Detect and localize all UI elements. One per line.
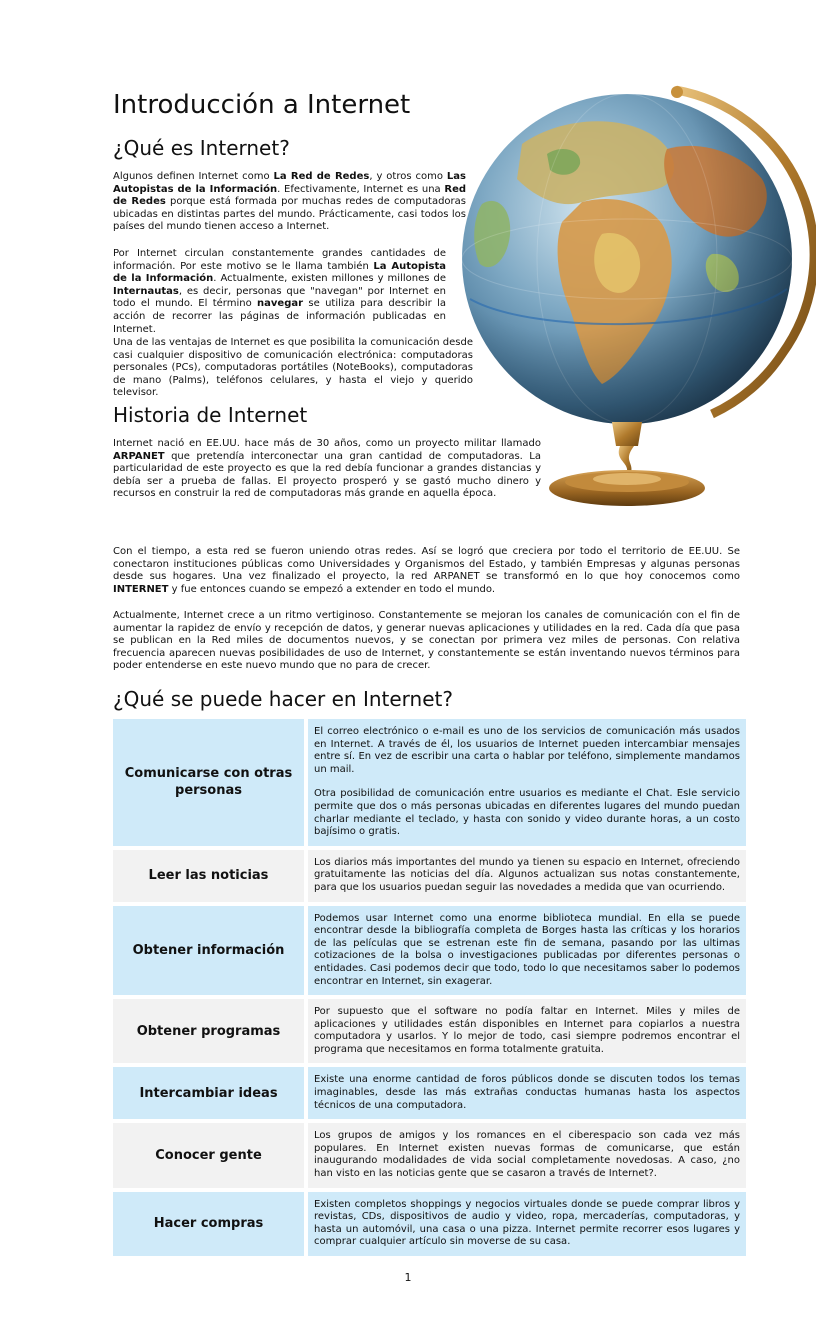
description-paragraph: Los grupos de amigos y los romances en el ciberespacio son cada vez más populares. En Internet existen nuevas formas de comunicarse, que están inaugurando modalidades de vida social completamente novedosas. A caso, ¿no han visto en las noticias gente que se casaron a través de Internet?. (314, 1130, 740, 1180)
text-run: y fue entonces cuando se empezó a extender en todo el mundo. (168, 583, 496, 595)
description-paragraph: El correo electrónico o e-mail es uno de los servicios de comunicación más usados en Internet. A través de él, los usuarios de Internet pueden intercambiar mensajes entre sí. En vez de escribir una carta o hablar por teléfono, simplemente mandamos un mail. (314, 726, 740, 775)
row-label: Obtener programas (113, 999, 304, 1063)
description-paragraph: Otra posibilidad de comunicación entre usuarios es mediante el Chat. Esle servicio permite que dos o más personas ubicadas en diferentes lugares del mundo puedan charlar mediante el teclado, y hasta con sonido y video durante horas, a un costo bajísimo o gratis. (314, 788, 740, 838)
row-description (308, 1123, 746, 1187)
text-run: Internet nació en EE.UU. hace más de 30 años, como un proyecto militar llamado (113, 438, 541, 449)
text-run: . Efectivamente, Internet es una (277, 183, 445, 195)
row-description (308, 999, 746, 1063)
section-hist-body-2 (113, 546, 740, 596)
text-run: Por Internet circulan constantemente grandes cantidades de información. Por este motivo se le llama también (113, 248, 446, 272)
row-label: Comunicarse con otras personas (113, 719, 304, 846)
section-que-body (113, 171, 466, 234)
section-que-body-2 (113, 248, 446, 336)
table-row (113, 719, 746, 846)
bold-term: La Red de Redes (273, 171, 370, 182)
description-paragraph: Los diarios más importantes del mundo ya tienen su espacio en Internet, ofreciendo gratuitamente las noticias del día. Algunos actualizan sus notas constantemente, para que los usuarios puedan seguir las novedades a medida que van ocurriendo. (314, 856, 740, 893)
row-description (308, 719, 746, 846)
text-run: porque está formada por muchas redes de computadoras ubicadas en distintas partes del mundo. Prácticamente, casi todos los países del mundo tienen acceso a Internet. (113, 196, 466, 233)
table-row (113, 906, 746, 996)
section-heading-hacer: ¿Qué se puede hacer en Internet? (113, 687, 453, 711)
bold-term: ARPANET (113, 450, 165, 462)
description-paragraph: Existen completos shoppings y negocios virtuales donde se puede comprar libros y revistas, CDs, dispositivos de audio y video, ropa, mercaderías, computadoras, y hasta un automóvil, una casa o una pizza. Internet permite recorrer esos lugares y comprar cualquier artículo sin moverse de su casa. (314, 1198, 740, 1248)
paragraph-hist-3: Actualmente, Internet crece a un ritmo vertiginoso. Constantemente se mejoran los canales de comunicación con el fin de aumentar la rapidez de envío y recepción de datos, y generar nuevas aplicaciones y utilidades en la red. Cada día que pasa se publican en la Red miles de documentos nuevos, y se conectan por primera vez miles de personas. Con relativa frecuencia aparecen nuevas posibilidades de uso de Internet, y constantemente se están inventando nuevos términos para poder entenderse en este nuevo mundo que no para de crecer. (113, 610, 740, 672)
bold-term: Internautas (113, 285, 179, 297)
table-row (113, 1192, 746, 1256)
page-number: 1 (404, 1271, 412, 1284)
paragraph-que-3: Una de las ventajas de Internet es que posibilita la comunicación desde casi cualquier dispositivo de comunicación electrónica: computadoras personales (PCs), computadoras portátiles (NoteBooks), computadoras de mano (Palms), teléfonos celulares, y hasta el viejo y querido televisor. (113, 337, 473, 399)
section-hist-body (113, 438, 541, 501)
activities-table (113, 715, 746, 1260)
row-label: Conocer gente (113, 1123, 304, 1187)
text-run: , y otros como (369, 171, 447, 182)
bold-term: INTERNET (113, 583, 169, 595)
table-row (113, 999, 746, 1063)
table-row (113, 1067, 746, 1119)
row-description (308, 906, 746, 996)
description-paragraph: Por supuesto que el software no podía faltar en Internet. Miles y miles de aplicaciones y utilidades están disponibles en Internet para copiarlos a nuestra computadora y usarlos. Y lo mejor de todo, casi siempre podremos encontrar el programa que necesitamos en forma totalmente gratuita. (314, 1006, 740, 1055)
section-que-body-3 (113, 337, 473, 400)
bold-term: navegar (257, 298, 304, 310)
text-run: Con el tiempo, a esta red se fueron uniendo otras redes. Así se logró que creciera por todo el territorio de EE.UU. Se conectaron instituciones públicas como Universidades y Organismos del Estado, y también Empresas y algunas personas desde sus hogares. Una vez finalizado el proyecto, la red ARPANET se transformó en lo que hoy conocemos como (113, 546, 740, 583)
bold-term: La Autopista de la Información (113, 260, 446, 285)
paragraph-que-1 (113, 171, 466, 234)
text-run: Algunos definen Internet como (113, 171, 274, 182)
section-heading-historia: Historia de Internet (113, 403, 308, 427)
section-heading-que: ¿Qué es Internet? (113, 136, 290, 160)
paragraph-hist-2 (113, 546, 740, 596)
page-title: Introducción a Internet (113, 90, 411, 120)
row-description (308, 1192, 746, 1256)
row-label: Intercambiar ideas (113, 1067, 304, 1119)
description-paragraph: Podemos usar Internet como una enorme biblioteca mundial. En ella se puede encontrar desde la bibliografía completa de Borges hasta las críticas y los horarios de las películas que se estrenan este fin de semana, pasando por las ultimas cotizaciones de la bolsa o investigaciones publicadas por diferentes personas o entidades. Casi podemos decir que todo, todo lo que necesitamos saber lo podemos encontrar en Internet, sin exagerar. (314, 912, 740, 987)
description-paragraph: Existe una enorme cantidad de foros públicos donde se discuten todos los temas imaginables, desde las más extrañas conductas humanas hasta los aspectos técnicos de una computadora. (314, 1074, 740, 1111)
paragraph-hist-1 (113, 438, 541, 501)
text-run: se utiliza para describir la acción de recorrer las páginas de información publicadas en Internet. (113, 298, 446, 335)
row-label: Obtener información (113, 906, 304, 996)
table-row (113, 1123, 746, 1187)
table-row (113, 850, 746, 902)
bold-term: Red de Redes (113, 183, 467, 208)
row-description (308, 850, 746, 902)
paragraph-que-2 (113, 248, 446, 336)
text-run: que pretendía interconectar una gran cantidad de computadoras. La particularidad de este proyecto es que la red debía funcionar a grandes distancias y debía ser a prueba de fallas. El proyecto prosperó y se gastó mucho dinero y recursos en construir la red de computadoras más grande en aquella época. (113, 450, 541, 500)
text-run: . Actualmente, existen millones y millones de (213, 273, 446, 285)
row-label: Hacer compras (113, 1192, 304, 1256)
text-run: , es decir, personas que "navegan" por Internet en todo el mundo. El término (113, 285, 446, 310)
section-hist-body-3 (113, 610, 740, 673)
row-label: Leer las noticias (113, 850, 304, 902)
bold-term: Las Autopistas de la Información (113, 171, 466, 195)
row-description (308, 1067, 746, 1119)
